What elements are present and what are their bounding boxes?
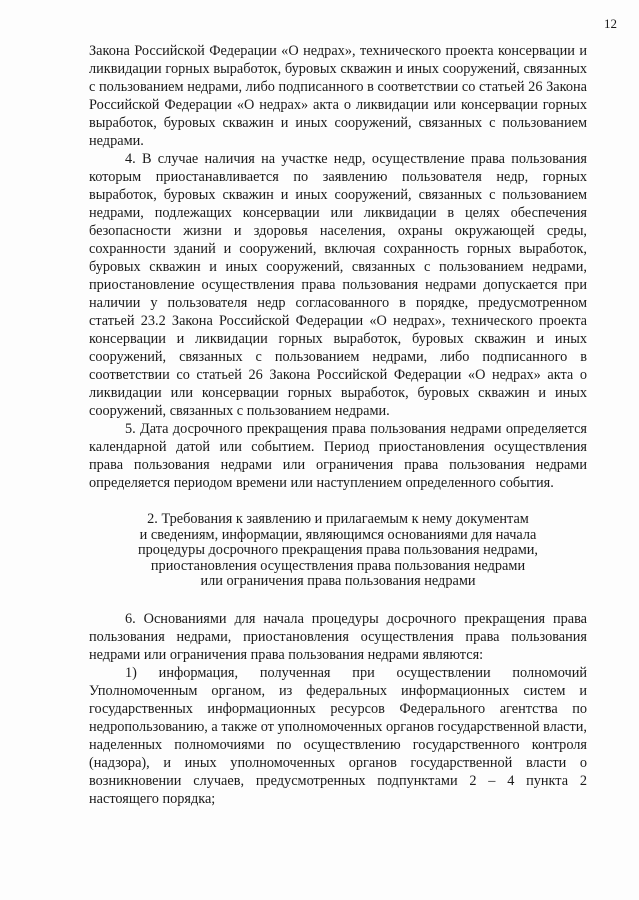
paragraph-5: 5. Дата досрочного прекращения права пользования недрами определяется календарной датой или событием. Период приостановления осуществления права пользования недрами или ограничения права пользования недрами определяется периодом времени или наступлением определенного события. <box>89 421 587 491</box>
section-heading-line-2: и сведениям, информации, являющимся основаниями для начала <box>139 526 537 543</box>
section-heading-line-4: приостановления осуществления права пользования недрами <box>150 557 526 574</box>
paragraph-4: 4. В случае наличия на участке недр, осуществление права пользования которым приостанавливается по заявлению пользователя недр, горных выработок, буровых скважин и иных сооружений, связанных с пользованием недрами, подлежащих консервации или ликвидации в целях обеспечения безопасности жизни и здоровья населения, охраны окружающей среды, сохранности зданий и сооружений, включая сохранность горных выработок, буровых скважин и иных сооружений, связанных с пользованием недрами, приостановление осуществления права пользования недрами допускается при наличии у пользователя недр согласованного в порядке, предусмотренном статьей 23.2 Закона Российской Федерации «О недрах», технического проекта консервации и ликвидации горных выработок, буровых скважин и иных сооружений, связанных с пользованием недрами, либо подписанного в соответствии со статьей 26 Закона Российской Федерации «О недрах» акта о ликвидации или консервации горных выработок, буровых скважин и иных сооружений, связанных с пользованием недрами. <box>89 151 587 419</box>
section-heading <box>89 512 587 590</box>
paragraph-6: 6. Основаниями для начала процедуры досрочного прекращения права пользования недрами, приостановления осуществления права пользования недрами или ограничения права пользования недрами являются: <box>89 610 587 663</box>
section-heading-line-3: процедуры досрочного прекращения права пользования недрами, <box>138 542 538 558</box>
paragraph-6-item-1: 1) информация, полученная при осуществлении полномочий Уполномоченным органом, из федеральных информационных систем и государственных информационных ресурсов Федерального агентства по недропользованию, а также от уполномоченных органов государственной власти, наделенных полномочиями по осуществлению государственного контроля (надзора), и иных уполномоченных органов государственной власти о возникновении случаев, предусмотренных подпунктами 2 – 4 пункта 2 настоящего порядка; <box>89 664 587 807</box>
section-heading-line-1: 2. Требования к заявлению и прилагаемым к нему документам <box>147 511 529 527</box>
section-heading-line-5: или ограничения права пользования недрами <box>200 573 476 589</box>
page-number: 12 <box>604 16 617 31</box>
paragraph-continuation: Закона Российской Федерации «О недрах», технического проекта консервации и ликвидации горных выработок, буровых скважин и иных сооружений, связанных с пользованием недрами, либо подписанного в соответствии со статьей 26 Закона Российской Федерации «О недрах» акта о ликвидации или консервации горных выработок, буровых скважин и иных сооружений, связанных с пользованием недрами. <box>89 43 587 149</box>
document-body <box>89 42 587 808</box>
